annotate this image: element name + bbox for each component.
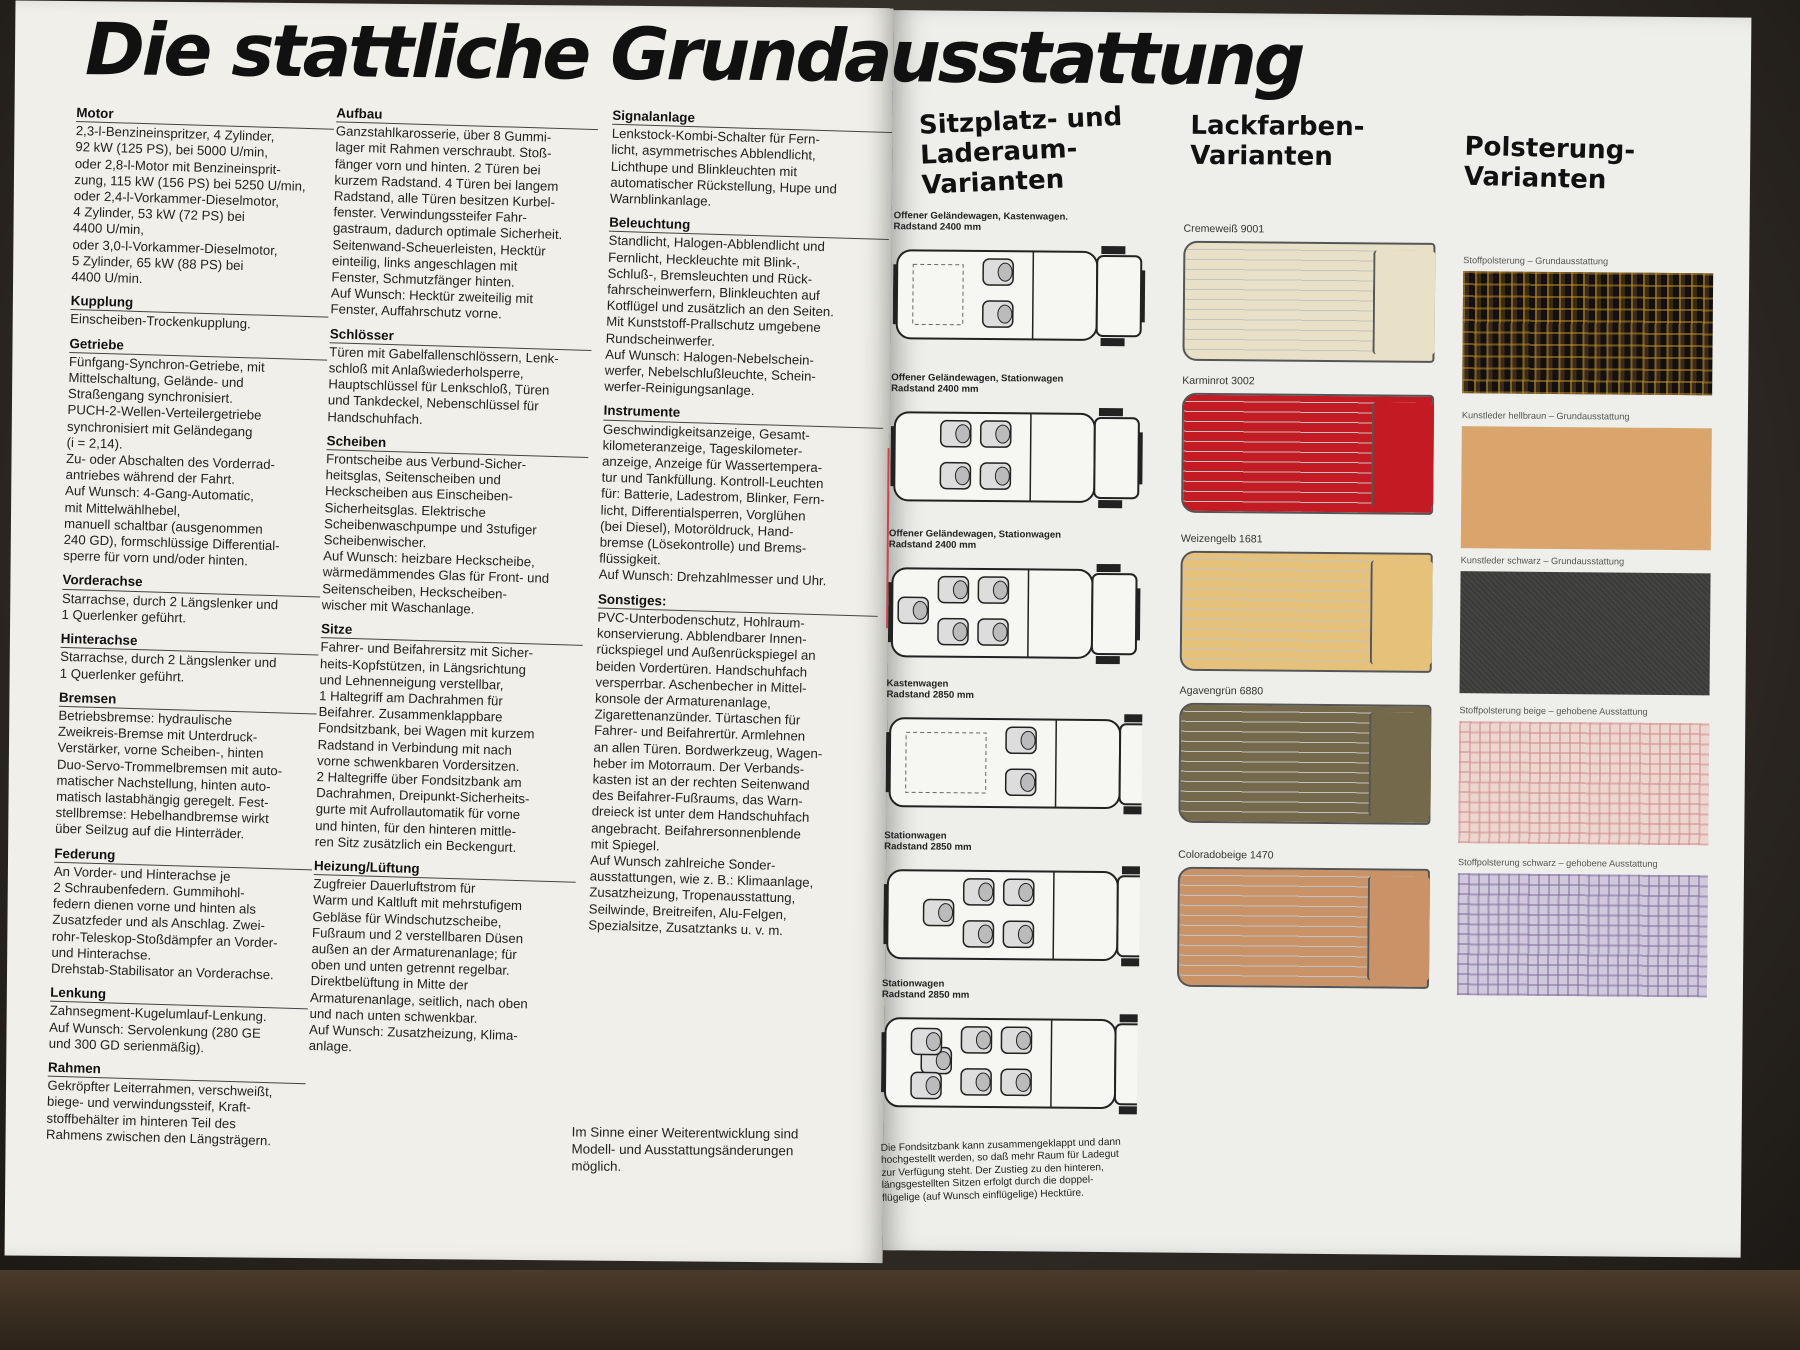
spec-text: Fünfgang-Synchron-Getriebe, mit Mittelschaltung, Gelände- und Straßengang synchronisiert. PUCH-2-Wellen-Verteilergetriebe synchronisiert mit Geländegang (i = 2,14). Zu- oder Abschalten des Vorderrad- antriebes während der Fahrt. Auf Wunsch: 4-Gang-Automatic, mit Mittelwählhebel, manuell schaltbar (ausgenommen 240 GD), formschlüssige Differential- sperre für vorn und/oder hinten. bbox=[63, 353, 280, 569]
vehicle-topview bbox=[888, 552, 1145, 672]
headrest bbox=[956, 425, 970, 443]
headrest bbox=[976, 1073, 990, 1091]
spec-text: Lenkstock-Kombi-Schalter für Fern- licht, asymmetrisches Abblendlicht, Lichthupe und Blinkleuchten mit automatischer Rückstellung, Hupe und Warnblinkanlage. bbox=[609, 125, 838, 209]
vehicle-hood bbox=[1115, 1024, 1138, 1104]
spec-section bbox=[604, 215, 889, 403]
vehicle-topview bbox=[883, 854, 1140, 974]
painted-car-topview bbox=[1178, 703, 1431, 825]
vehicle-rear-bumper bbox=[883, 884, 888, 944]
headrest bbox=[926, 1077, 940, 1095]
disclaimer-note: Im Sinne einer Weiterentwicklung sind Modell- und Ausstattungsänderungen möglich. bbox=[571, 1124, 799, 1174]
spec-heading: Vorderachse bbox=[62, 572, 320, 597]
spec-text: Gekröpfter Leiterrahmen, verschweißt, biege- und verwindungssteif, Kraft- stoffbehälter im hinteren Teil des Rahmens zwischen den Längsträgern. bbox=[45, 1077, 273, 1149]
vehicle-caption: Offener Geländewagen, Kastenwagen. Radstand 2400 mm bbox=[893, 210, 1069, 233]
vehicle-layout bbox=[885, 678, 1146, 822]
spec-text: Frontscheibe aus Verbund-Sicher- heitsglas, Seitenscheiben und Heckscheiben aus Einscheiben- Sicherheitsglas. Elektrische Scheibenwaschpumpe und 3stufiger Scheibenwischer. Auf Wunsch: heizbare Heckscheibe, wärmedämmendes Glas für Front- und Seitenscheiben, Heckscheiben- wischer mit Waschanlage. bbox=[321, 451, 550, 617]
door-line bbox=[1028, 569, 1029, 657]
vehicle-layout bbox=[888, 528, 1149, 672]
headrest bbox=[1016, 1031, 1030, 1049]
spec-heading: Instrumente bbox=[603, 403, 883, 429]
paint-swatch bbox=[1180, 533, 1431, 673]
spec-heading: Federung bbox=[54, 845, 312, 870]
mirror-left bbox=[1099, 408, 1123, 416]
mirror-left bbox=[1101, 246, 1125, 254]
headrest bbox=[998, 305, 1012, 323]
spec-text: Standlicht, Halogen-Abblendlicht und Fernlicht, Heckleuchte mit Blink-, Schluß-, Bremsleuchten und Rück- fahrscheinwerfern, Blinkleuchten auf Kotflügel und zusätzlich an den Seiten. Mit Kunststoff-Prallschutz umgebene Rundscheinwerfer. Auf Wunsch: Halogen-Nebelschein- werfer, Nebelschlußleuchte, Schein- werfer-Reinigungsanlage. bbox=[604, 233, 835, 399]
vehicle-caption: Kastenwagen Radstand 2850 mm bbox=[886, 678, 974, 701]
vehicle-caption: Stationwagen Radstand 2850 mm bbox=[881, 978, 970, 1001]
spec-section bbox=[70, 293, 329, 335]
paint-swatch bbox=[1181, 375, 1432, 515]
spec-section bbox=[63, 336, 328, 572]
headrest bbox=[1019, 883, 1033, 901]
fabric-texture bbox=[1460, 571, 1711, 695]
vehicle-bumper bbox=[1138, 432, 1142, 484]
spec-heading: Signalanlage bbox=[612, 108, 892, 134]
headrest bbox=[953, 581, 967, 599]
vehicle-body bbox=[890, 718, 1121, 808]
headrest bbox=[955, 467, 969, 485]
vehicle-rear-bumper bbox=[881, 1032, 886, 1092]
vehicle-layout bbox=[883, 830, 1144, 974]
spec-heading: Scheiben bbox=[326, 433, 588, 458]
brochure-spread bbox=[5, 1, 1736, 1271]
upholstery-name: Stoffpolsterung schwarz – gehobene Ausstattung bbox=[1458, 857, 1658, 869]
vehicle-rear-bumper bbox=[888, 582, 893, 642]
spec-text: Türen mit Gabelfallenschlössern, Lenk- schloß mit Anlaßwiederholsperre, Hauptschlüssel für Lenkschloß, Türen und Tankdeckel, Nebenschlüssel für Handschuhfach. bbox=[327, 344, 559, 427]
mirror-right bbox=[1101, 338, 1125, 346]
spec-text: 2,3-l-Benzineinspritzer, 4 Zylinder, 92 kW (125 PS), bei 5000 U/min, oder 2,8-l-Motor mit Benzineinsprit- zung, 115 kW (156 PS) bei 5250 U/min, oder 2,4-l-Vorkammer-Dieselmotor, 4 Zylinder, 53 kW (72 PS) bei 4400 U/min, oder 3,0-l-Vorkammer-Dieselmotor, 5 Zylinder, 65 kW (88 PS) bei 4400 U/min. bbox=[71, 123, 306, 287]
spec-text: Zugfreier Dauerluftstrom für Warm und Kaltluft mit mehrstufigem Gebläse für Windschutzscheibe, Fußraum und 2 verstellbaren Düsen außen an der Armaturenanlage; für oben und unten getrennt regelbar. Direktbelüftung in Mitte der Armaturenanlage, seitlich, nach oben und nach unten schwenkbar. Auf Wunsch: Zusatzheizung, Klima- anlage. bbox=[308, 876, 529, 1055]
spec-heading: Bremsen bbox=[59, 690, 317, 715]
headrest bbox=[996, 425, 1010, 443]
upholstery-sample bbox=[1458, 705, 1709, 845]
spec-section bbox=[610, 108, 893, 215]
vehicle-hood bbox=[1120, 724, 1143, 804]
headrest bbox=[978, 925, 992, 943]
mirror-right bbox=[1096, 656, 1120, 664]
spec-heading: Kupplung bbox=[71, 293, 329, 318]
paint-swatch bbox=[1182, 223, 1433, 363]
spec-section bbox=[51, 845, 313, 984]
fabric-texture bbox=[1457, 873, 1708, 997]
spec-column-1 bbox=[46, 105, 335, 1158]
upholstery-sample bbox=[1461, 410, 1712, 550]
headrest bbox=[1018, 925, 1032, 943]
spec-text: Einscheiben-Trockenkupplung. bbox=[70, 311, 251, 332]
door-line bbox=[1051, 1020, 1052, 1108]
vehicle-hood bbox=[1094, 418, 1139, 498]
headrest bbox=[1021, 731, 1035, 749]
spec-section bbox=[71, 105, 334, 293]
spec-text: Zahnsegment-Kugelumlauf-Lenkung. Auf Wunsch: Servolenkung (280 GE und 300 GD serienmäßig). bbox=[48, 1003, 267, 1056]
right-page bbox=[880, 10, 1752, 1257]
door-line bbox=[1053, 872, 1054, 960]
headrest bbox=[1021, 773, 1035, 791]
vehicle-caption: Offener Geländewagen, Stationwagen Radstand 2400 mm bbox=[888, 528, 1062, 551]
paint-name: Weizengelb 1681 bbox=[1180, 532, 1263, 546]
left-page bbox=[5, 1, 894, 1264]
headrest bbox=[1016, 1073, 1030, 1091]
spec-text: PVC-Unterbodenschutz, Hohlraum- konservierung. Abblendbarer Innen- rückspiegel und Außenrückspiegel an beiden Vordertüren. Handschuhfach versperrbar. Aschenbecher in Mittel- konsole der Armaturenanlage, Zigarettenanzünder. Türtaschen für Fahrer- und Beifahrertür. Armlehnen an allen Türen. Bordwerkzeug, Wagen- heber im Motorraum. Der Verbands- kasten ist an der rechten Seitenwand des Beifahrer-Fußraums, das Warn- dreieck ist unter dem Handschuhfach angebracht. Beifahrersonnenblende mit Spiegel. Auf Wunsch zahlreiche Sonder- ausstattungen, wie z. B.: Klimaanlage, Zusatzheizung, Tropenausstattung, Seilwinde, Breitreifen, Alu-Felgen, Spezialsitze, Zusatztanks u. v. m. bbox=[588, 609, 823, 938]
vehicle-hood bbox=[1092, 574, 1137, 654]
seat-footnote: Die Fondsitzbank kann zusammengeklappt und dann hochgestellt werden, so daß mehr Raum für Ladegut zur Verfügung steht. Der Zustieg zu den hinteren, längsgestellten Sitzen erfolgt durch die doppel- flügelige (auf Wunsch einflügelige) Hecktüre. bbox=[880, 1136, 1121, 1204]
table-surface bbox=[0, 1270, 1800, 1350]
upholstery-sample bbox=[1457, 857, 1708, 997]
vehicle-hood bbox=[1097, 256, 1142, 336]
page-title: Die stattliche Grundausstattung bbox=[84, 7, 1303, 102]
vehicle-layout bbox=[892, 210, 1153, 354]
upholstery-sample bbox=[1462, 255, 1713, 395]
mirror-left bbox=[1124, 714, 1142, 722]
spec-section bbox=[598, 403, 883, 591]
vehicle-bumper bbox=[1141, 270, 1145, 322]
spec-section bbox=[588, 591, 878, 941]
spec-text: An Vorder- und Hinterachse je 2 Schraubenfedern. Gummihohl- federn dienen vorne und hinten als Zusatzfeder und als Anschlag. Zwei- rohr-Teleskop-Stoßdämpfer an Vorder- und Hinterachse. Drehstab-Stabilisator an Vorderachse. bbox=[50, 863, 278, 983]
spec-heading: Lenkung bbox=[50, 985, 308, 1010]
spec-section bbox=[59, 631, 318, 689]
spec-heading: Hinterachse bbox=[60, 631, 318, 656]
spec-heading: Sonstiges: bbox=[598, 591, 878, 617]
vehicle-topview bbox=[890, 396, 1147, 516]
vehicle-layout bbox=[881, 978, 1142, 1122]
vehicle-bumper bbox=[1136, 588, 1140, 640]
spec-section bbox=[46, 1060, 306, 1151]
spec-text: Ganzstahlkarosserie, über 8 Gummi- lager mit Rahmen verschraubt. Stoß- fänger vorn und hinten. 2 Türen bei kurzem Radstand. 4 Türen bei langem Radstand, alle Türen besitzen Kurbel- fenster. Verwindungssteifer Fahr- gastraum, dadurch optimale Sicherheit. Seitenwand-Scheuerleisten, Hecktür einteilig, links angeschlagen mit Fenster, Schmutzfänger hinten. Auf Wunsch: Hecktür zweiteilig mit Fenster, Auffahrschutz vorne. bbox=[330, 123, 563, 322]
mirror-right bbox=[1121, 958, 1140, 966]
spec-section bbox=[55, 690, 317, 845]
painted-car-topview bbox=[1180, 551, 1433, 673]
spec-section bbox=[61, 572, 320, 630]
mirror-right bbox=[1119, 1106, 1138, 1114]
spec-heading: Rahmen bbox=[48, 1060, 306, 1085]
spec-section bbox=[308, 858, 576, 1062]
vehicle-body bbox=[887, 870, 1118, 960]
headrest bbox=[913, 601, 927, 619]
vehicle-hood bbox=[1117, 876, 1140, 956]
mirror-left bbox=[1120, 1014, 1138, 1022]
paint-swatch bbox=[1177, 849, 1428, 989]
spec-heading: Sitze bbox=[321, 621, 583, 646]
headrest bbox=[998, 263, 1012, 281]
headrest bbox=[953, 623, 967, 641]
spec-column-2 bbox=[308, 105, 598, 1070]
spec-heading: Heizung/Lüftung bbox=[314, 858, 576, 883]
vehicle-topview bbox=[885, 702, 1142, 822]
vehicle-topview bbox=[881, 1002, 1138, 1122]
headrest bbox=[979, 883, 993, 901]
heading-paint-variants: Lackfarben- Varianten bbox=[1190, 110, 1365, 173]
spec-heading: Aufbau bbox=[336, 105, 598, 130]
headrest bbox=[993, 623, 1007, 641]
spec-heading: Motor bbox=[76, 105, 334, 130]
vehicle-rear-bumper bbox=[890, 426, 895, 486]
car-hood bbox=[1372, 250, 1435, 355]
door-line bbox=[1056, 720, 1057, 808]
mirror-left bbox=[1122, 866, 1140, 874]
vehicle-caption: Offener Geländewagen, Stationwagen Radstand 2400 mm bbox=[891, 372, 1064, 395]
fabric-texture bbox=[1458, 721, 1709, 845]
door-line bbox=[1030, 413, 1031, 501]
headrest bbox=[995, 467, 1009, 485]
upholstery-name: Kunstleder schwarz – Grundausstattung bbox=[1460, 555, 1625, 567]
painted-car-topview bbox=[1181, 393, 1434, 515]
vehicle-rear-bumper bbox=[886, 732, 891, 792]
spec-section bbox=[49, 985, 309, 1059]
headrest bbox=[926, 1033, 940, 1051]
mirror-right bbox=[1123, 806, 1142, 814]
paint-swatch bbox=[1178, 685, 1429, 825]
spec-heading: Schlösser bbox=[330, 326, 592, 351]
vehicle-layout bbox=[890, 372, 1151, 516]
fabric-texture bbox=[1461, 426, 1712, 550]
spec-text: Starrachse, durch 2 Längslenker und 1 Querlenker geführt. bbox=[59, 649, 277, 684]
spec-text: Geschwindigkeitsanzeige, Gesamt- kilometeranzeige, Tageskilometer- anzeige, Anzeige für Wassertempera- tur und Tankfüllung. Kontroll-Leuchten für: Batterie, Ladestrom, Blinker, Fern- licht, Differentialsperren, Vorglühen (bei Diesel), Motoröldruck, Hand- bremse (Lösekontrolle) und Brems- flüssigkeit. Auf Wunsch: Drehzahlmesser und Uhr. bbox=[598, 421, 827, 589]
headrest bbox=[939, 904, 953, 922]
upholstery-name: Stoffpolsterung – Grundausstattung bbox=[1463, 255, 1609, 267]
spec-text: Starrachse, durch 2 Längslenker und 1 Querlenker geführt. bbox=[61, 590, 279, 626]
vehicle-caption: Stationwagen Radstand 2850 mm bbox=[884, 830, 972, 853]
heading-seat-variants: Sitzplatz- und Laderaum- Varianten bbox=[918, 101, 1123, 201]
painted-car-topview bbox=[1177, 867, 1430, 989]
car-hood bbox=[1370, 560, 1433, 665]
spec-section bbox=[315, 621, 584, 858]
spec-heading: Beleuchtung bbox=[609, 215, 889, 241]
paint-name: Agavengrün 6880 bbox=[1179, 684, 1264, 698]
upholstery-name: Stoffpolsterung beige – gehobene Ausstattung bbox=[1459, 705, 1648, 717]
mirror-right bbox=[1098, 500, 1122, 508]
paint-name: Coloradobeige 1470 bbox=[1178, 848, 1274, 862]
fabric-texture bbox=[1462, 271, 1713, 395]
car-hood bbox=[1368, 712, 1431, 817]
spec-column-3 bbox=[588, 108, 893, 950]
paint-name: Karminrot 3002 bbox=[1182, 374, 1255, 388]
paint-name: Cremeweiß 9001 bbox=[1183, 222, 1265, 236]
mirror-left bbox=[1097, 564, 1121, 572]
vehicle-rear-bumper bbox=[893, 264, 898, 324]
painted-car-topview bbox=[1182, 241, 1435, 363]
spec-section bbox=[327, 326, 592, 433]
heading-upholstery-variants: Polsterung- Varianten bbox=[1463, 131, 1636, 196]
spec-section bbox=[330, 105, 598, 325]
spec-section bbox=[322, 433, 589, 621]
vehicle-topview bbox=[892, 234, 1149, 354]
car-hood bbox=[1367, 876, 1430, 981]
door-line bbox=[1033, 251, 1034, 339]
spec-text: Fahrer- und Beifahrersitz mit Sicher- heits-Kopfstützen, in Längsrichtung und Lehnenneigung verstellbar, 1 Haltegriff am Dachrahmen für Beifahrer. Zusammenklappbare Fondsitzbank, bei Wagen mit kurzem Radstand in Verbindung mit nach vorne schwenkbaren Vordersitzen. 2 Haltegriffe über Fondsitzbank am Dachrahmen, Dreipunkt-Sicherheits- gurte mit Aufrollautomatik für vorne und hinten, für den hinteren mittle- ren Sitz zusätzlich ein Beckengurt. bbox=[314, 639, 535, 855]
headrest bbox=[976, 1031, 990, 1049]
upholstery-sample bbox=[1460, 555, 1711, 695]
upholstery-name: Kunstleder hellbraun – Grundausstattung bbox=[1461, 410, 1630, 422]
spec-heading: Getriebe bbox=[69, 336, 327, 361]
car-hood bbox=[1371, 402, 1434, 507]
headrest bbox=[993, 581, 1007, 599]
spec-text: Betriebsbremse: hydraulische Zweikreis-Bremse mit Unterdruck- Verstärker, vorne Scheiben-, hinten Duo-Servo-Trommelbremsen mit auto- matischer Nachstellung, hinten auto- matisch lastabhängig geregelt. Fest- stellbremse: Hebelhandbremse wirkt über Seilzug auf die Hinterräder. bbox=[54, 707, 283, 842]
